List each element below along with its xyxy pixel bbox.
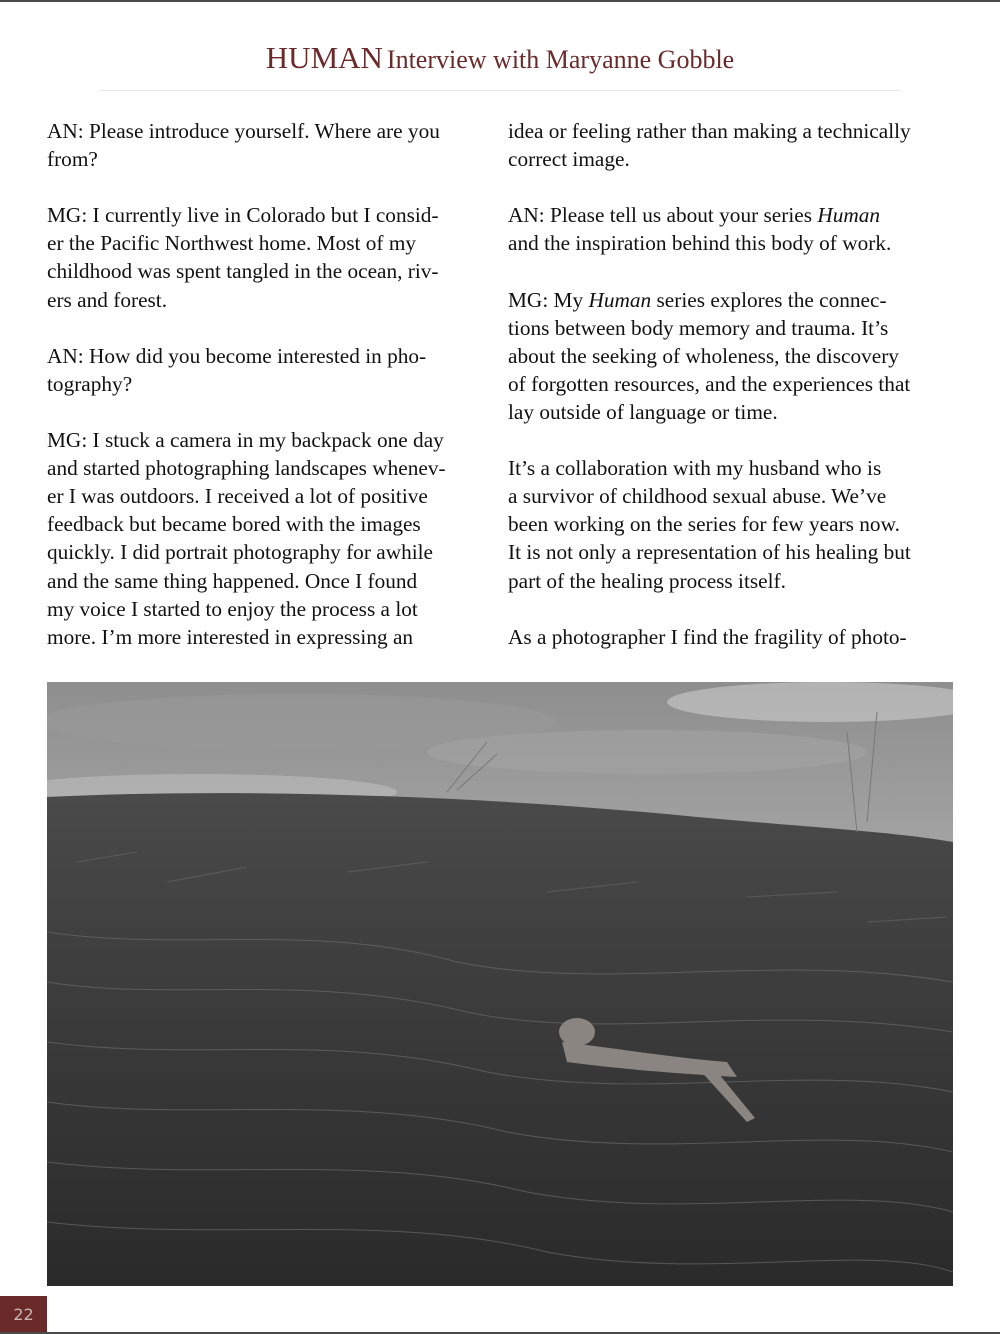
text-line xyxy=(508,201,968,229)
text-line: It is not only a representation of his healing but xyxy=(508,540,911,565)
text-line: AN: How did you become interested in pho- xyxy=(47,343,427,368)
text-run: series explores the connec- xyxy=(651,287,887,312)
text-line: about the seeking of wholeness, the discovery xyxy=(508,343,899,368)
text-run: MG: My xyxy=(508,287,589,312)
text-line: idea or feeling rather than making a technically xyxy=(508,119,911,143)
text-line: lay outside of language or time. xyxy=(508,399,778,424)
series-title-italic: Human xyxy=(817,203,881,228)
text-line: It’s a collaboration with my husband who is xyxy=(508,456,882,481)
text-line: correct image. xyxy=(508,147,630,172)
text-line: quickly. I did portrait photography for awhile xyxy=(47,540,434,565)
text-line: tography? xyxy=(47,371,133,396)
paragraph-answer-continued xyxy=(508,117,968,173)
paragraph-question xyxy=(47,342,507,398)
paragraph-answer xyxy=(47,201,507,313)
paragraph-answer xyxy=(47,426,507,651)
text-line: feedback but became bored with the images xyxy=(47,512,421,537)
text-line: from? xyxy=(47,147,98,172)
text-line: and the same thing happened. Once I found xyxy=(47,568,418,593)
text-line: er the Pacific Northwest home. Most of my xyxy=(47,231,417,256)
text-line: and started photographing landscapes whenev- xyxy=(47,456,446,481)
text-line: my voice I started to enjoy the process a lot xyxy=(47,596,418,621)
paragraph-answer xyxy=(508,286,968,426)
left-text-column xyxy=(47,117,507,679)
series-title-italic: Human xyxy=(588,287,652,312)
text-run: AN: Please tell us about your series xyxy=(508,203,818,228)
text-line: and the inspiration behind this body of work. xyxy=(508,231,892,256)
paragraph-answer xyxy=(508,454,968,594)
text-line xyxy=(508,286,968,314)
text-line: ers and forest. xyxy=(47,287,168,312)
text-line: MG: I stuck a camera in my backpack one day xyxy=(47,428,444,453)
photo-illustration xyxy=(47,682,953,1286)
text-line: As a photographer I find the fragility of photo- xyxy=(508,624,907,649)
paragraph-question xyxy=(47,117,507,173)
text-line: of forgotten resources, and the experiences that xyxy=(508,371,911,396)
grass-field-photograph xyxy=(47,682,953,1286)
text-line: AN: Please introduce yourself. Where are you xyxy=(47,119,440,143)
text-line: childhood was spent tangled in the ocean, riv- xyxy=(47,259,439,284)
header-series-title: HUMAN xyxy=(265,40,383,75)
page-number: 22 xyxy=(0,1296,47,1332)
text-line: MG: I currently live in Colorado but I consid- xyxy=(47,203,439,228)
right-text-column xyxy=(508,117,968,679)
text-line: a survivor of childhood sexual abuse. We’ve xyxy=(508,484,887,509)
text-line: more. I’m more interested in expressing an xyxy=(47,624,414,649)
top-border xyxy=(0,0,1000,2)
text-line: been working on the series for few years now. xyxy=(508,512,900,537)
page-header xyxy=(0,40,1000,76)
paragraph-answer xyxy=(508,623,968,651)
header-divider xyxy=(100,90,900,91)
text-line: tions between body memory and trauma. It’s xyxy=(508,315,889,340)
header-subtitle: Interview with Maryanne Gobble xyxy=(386,45,735,74)
paragraph-question xyxy=(508,201,968,257)
text-line: part of the healing process itself. xyxy=(508,568,786,593)
text-line: er I was outdoors. I received a lot of positive xyxy=(47,484,428,509)
